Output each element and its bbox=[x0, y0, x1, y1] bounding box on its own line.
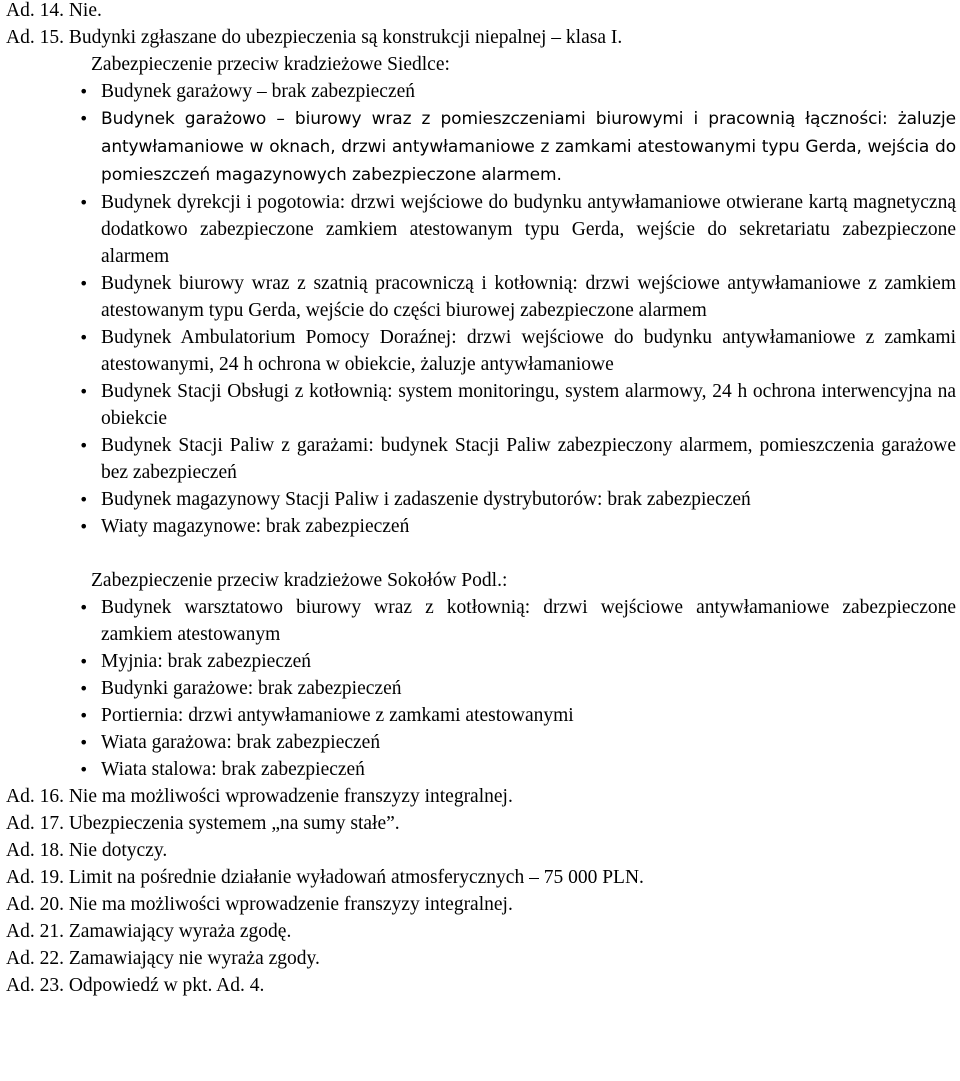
list-item: • Wiata garażowa: brak zabezpieczeń bbox=[6, 729, 956, 756]
siedlce-section-title: Zabezpieczenie przeciw kradzieżowe Siedlce: bbox=[91, 54, 450, 75]
list-item: • Wiata stalowa: brak zabezpieczeń bbox=[6, 756, 956, 783]
sokolow-section-title: Zabezpieczenie przeciw kradzieżowe Sokołów Podl.: bbox=[91, 570, 508, 591]
answer-line-16: Ad. 16. Nie ma możliwości wprowadzenie franszyzy integralnej. bbox=[6, 786, 513, 807]
bullet-icon: • bbox=[79, 490, 89, 509]
list-item: • Budynek Stacji Obsługi z kotłownią: system monitoringu, system alarmowy, 24 h ochrona interwencyjna na obiekcie bbox=[6, 378, 956, 432]
list-item: • Budynki garażowe: brak zabezpieczeń bbox=[6, 675, 956, 702]
bullet-icon: • bbox=[79, 733, 89, 752]
answer-line-19: Ad. 19. Limit na pośrednie działanie wyładowań atmosferycznych – 75 000 PLN. bbox=[6, 867, 644, 888]
answer-line-20: Ad. 20. Nie ma możliwości wprowadzenie franszyzy integralnej. bbox=[6, 894, 513, 915]
spacer bbox=[6, 540, 956, 567]
bullet-icon: • bbox=[79, 706, 89, 725]
list-item: • Budynek Ambulatorium Pomocy Doraźnej: drzwi wejściowe do budynku antywłamaniowe z zamkami atestowanymi, 24 h ochrona w obiekcie, żaluzje antywłamaniowe bbox=[6, 324, 956, 378]
list-item: • Wiaty magazynowe: brak zabezpieczeń bbox=[6, 513, 956, 540]
bullet-icon: • bbox=[79, 382, 89, 401]
answer-line-18: Ad. 18. Nie dotyczy. bbox=[6, 840, 168, 861]
answer-line-17: Ad. 17. Ubezpieczenia systemem „na sumy stałe”. bbox=[6, 813, 400, 834]
bullet-icon: • bbox=[79, 652, 89, 671]
bullet-icon: • bbox=[79, 82, 89, 101]
sokolow-list bbox=[6, 594, 956, 783]
list-item: • Budynek warsztatowo biurowy wraz z kotłownią: drzwi wejściowe antywłamaniowe zabezpieczone zamkiem atestowanym bbox=[6, 594, 956, 648]
bullet-icon: • bbox=[79, 436, 89, 455]
bullet-icon: • bbox=[79, 517, 89, 536]
answer-line-23: Ad. 23. Odpowiedź w pkt. Ad. 4. bbox=[6, 975, 265, 996]
list-item: • Budynek Stacji Paliw z garażami: budynek Stacji Paliw zabezpieczony alarmem, pomieszczenia garażowe bez zabezpieczeń bbox=[6, 432, 956, 486]
bullet-icon: • bbox=[79, 193, 89, 212]
bullet-icon: • bbox=[79, 760, 89, 779]
answer-line-14: Ad. 14. Nie. bbox=[6, 0, 102, 21]
answer-line-21: Ad. 21. Zamawiający wyraża zgodę. bbox=[6, 921, 292, 942]
bullet-icon: • bbox=[79, 679, 89, 698]
list-item: • Budynek dyrekcji i pogotowia: drzwi wejściowe do budynku antywłamaniowe otwierane kartą magnetyczną dodatkowo zabezpieczone zamkiem atestowanym typu Gerda, wejście do sekretariatu zabezpieczone alarmem bbox=[6, 189, 956, 270]
bullet-icon: • bbox=[79, 328, 89, 347]
list-item: • Portiernia: drzwi antywłamaniowe z zamkami atestowanymi bbox=[6, 702, 956, 729]
list-item: • Budynek garażowy – brak zabezpieczeń bbox=[6, 78, 956, 105]
answer-line-22: Ad. 22. Zamawiający nie wyraża zgody. bbox=[6, 948, 320, 969]
list-item: • Budynek garażowo – biurowy wraz z pomieszczeniami biurowymi i pracownią łączności: żaluzje antywłamaniowe w oknach, drzwi antywłamaniowe z zamkami atestowanymi typu Gerda, wejścia do pomieszczeń magazynowych zabezpieczone alarmem. bbox=[6, 105, 956, 189]
siedlce-list bbox=[6, 78, 956, 540]
list-item: • Budynek magazynowy Stacji Paliw i zadaszenie dystrybutorów: brak zabezpieczeń bbox=[6, 486, 956, 513]
document-page bbox=[6, 0, 956, 999]
bullet-icon: • bbox=[79, 109, 89, 128]
answer-line-15: Ad. 15. Budynki zgłaszane do ubezpieczenia są konstrukcji niepalnej – klasa I. bbox=[6, 27, 623, 48]
list-item: • Myjnia: brak zabezpieczeń bbox=[6, 648, 956, 675]
bullet-icon: • bbox=[79, 598, 89, 617]
list-item: • Budynek biurowy wraz z szatnią pracowniczą i kotłownią: drzwi wejściowe antywłamaniowe z zamkiem atestowanym typu Gerda, wejście do części biurowej zabezpieczone alarmem bbox=[6, 270, 956, 324]
bullet-icon: • bbox=[79, 274, 89, 293]
